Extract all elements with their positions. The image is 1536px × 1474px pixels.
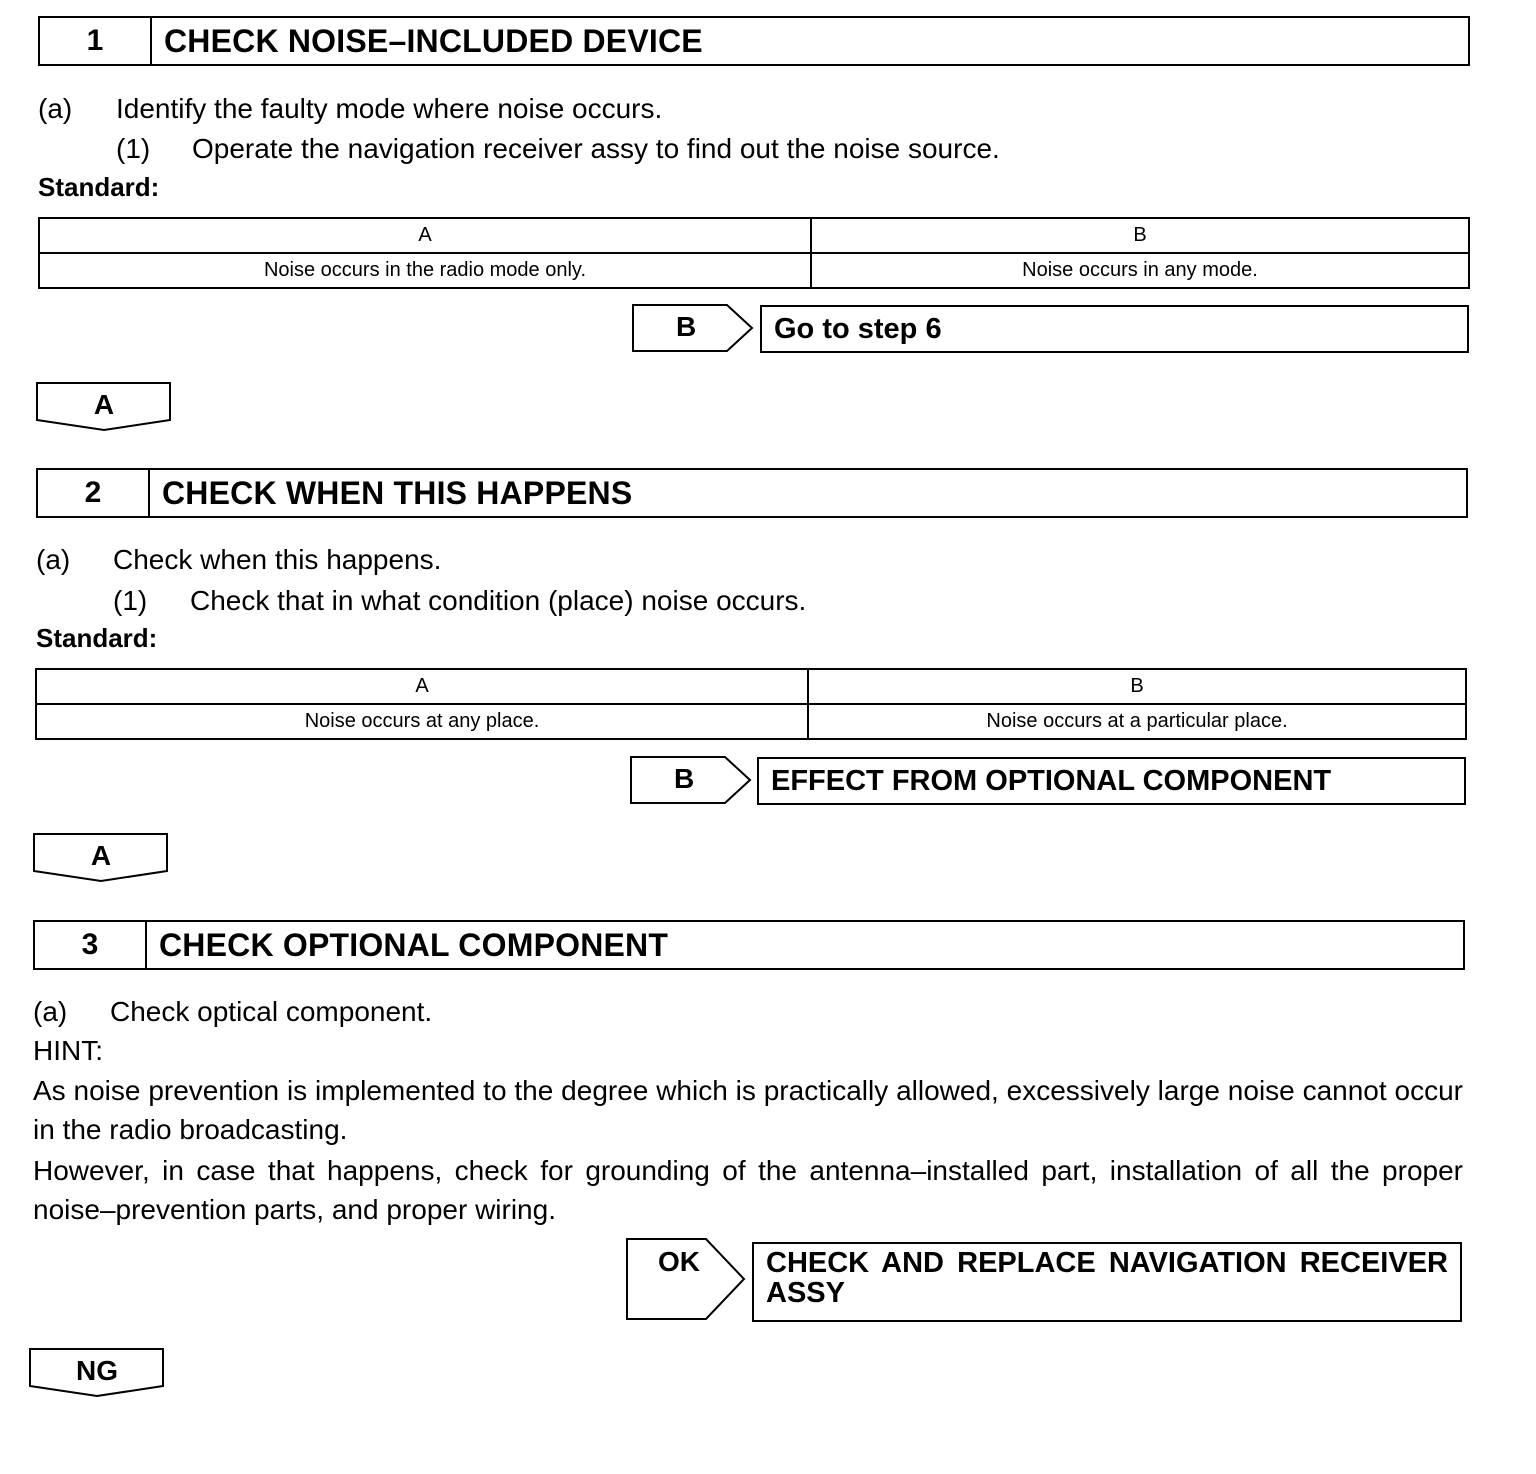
table-header-b: B xyxy=(808,669,1466,704)
step-2-sub-1-marker: (1) xyxy=(113,585,148,616)
table-cell-b: Noise occurs at a particular place. xyxy=(808,704,1466,739)
step-2-title: CHECK WHEN THIS HAPPENS xyxy=(162,474,633,511)
table-header-a: A xyxy=(39,218,811,253)
step-2-sub-1-text: Check that in what condition (place) noise occurs. xyxy=(190,585,807,616)
step-2-number: 2 xyxy=(38,470,150,516)
step-3-title: CHECK OPTIONAL COMPONENT xyxy=(159,926,669,963)
table-cell-a: Noise occurs in the radio mode only. xyxy=(39,253,811,288)
step-2-standard-table xyxy=(35,668,1467,740)
step-2-sub-a-text: Check when this happens. xyxy=(113,544,442,575)
step-3-hint-paragraph-2: However, in case that happens, check for grounding of the antenna–installed part, installation of all the proper noise–prevention parts, and proper wiring. xyxy=(33,1155,1463,1225)
step-3-next-label: NG xyxy=(76,1355,118,1386)
step-3-hint-paragraph-1: As noise prevention is implemented to the degree which is practically allowed, excessively large noise cannot occur in the radio broadcasting. xyxy=(33,1075,1463,1145)
step-2-next-label: A xyxy=(90,840,112,871)
table-cell-a: Noise occurs at any place. xyxy=(36,704,808,739)
table-row xyxy=(36,704,1466,739)
table-cell-b: Noise occurs in any mode. xyxy=(811,253,1469,288)
step-3-branch-result-text: CHECK AND REPLACE NAVIGATION RECEIVER ASSY xyxy=(766,1247,1448,1309)
step-3-number: 3 xyxy=(35,922,147,968)
step-1-next-label: A xyxy=(93,389,115,420)
step-2-sub-a-marker: (a) xyxy=(36,544,71,575)
step-2-branch-result: EFFECT FROM OPTIONAL COMPONENT xyxy=(757,757,1466,805)
step-1-branch-b-tag xyxy=(632,304,754,352)
step-1-standard-label: Standard: xyxy=(38,172,160,202)
step-3-branch-ok-tag xyxy=(626,1238,748,1320)
step-3-hint-label: HINT: xyxy=(33,1035,103,1066)
step-3-branch-result xyxy=(752,1242,1462,1322)
step-1-number: 1 xyxy=(40,18,152,64)
step-1-standard-table xyxy=(38,217,1470,289)
step-3-next-tag xyxy=(29,1348,165,1396)
step-1-title: CHECK NOISE–INCLUDED DEVICE xyxy=(164,22,703,59)
step-2-branch-b-tag xyxy=(630,756,752,804)
table-row xyxy=(39,218,1469,253)
step-2-branch-label: B xyxy=(674,763,695,794)
step-3-sub-a-text: Check optical component. xyxy=(110,996,433,1027)
step-1-sub-1-marker: (1) xyxy=(116,133,151,164)
step-1-branch-label: B xyxy=(676,311,697,342)
table-row xyxy=(39,253,1469,288)
step-1-sub-1-text: Operate the navigation receiver assy to find out the noise source. xyxy=(192,133,1000,164)
step-1-branch-result: Go to step 6 xyxy=(760,305,1469,353)
step-1-header xyxy=(38,16,1470,66)
step-2-header xyxy=(36,468,1468,518)
step-2-standard-label: Standard: xyxy=(36,623,158,653)
step-2-next-tag xyxy=(33,833,169,881)
step-1-next-tag xyxy=(36,382,172,430)
table-header-a: A xyxy=(36,669,808,704)
step-1-sub-a-text: Identify the faulty mode where noise occurs. xyxy=(116,93,663,124)
step-3-header xyxy=(33,920,1465,970)
step-3-sub-a-marker: (a) xyxy=(33,996,68,1027)
step-1-sub-a-marker: (a) xyxy=(38,93,73,124)
step-3-branch-label: OK xyxy=(658,1246,700,1277)
table-header-b: B xyxy=(811,218,1469,253)
table-row xyxy=(36,669,1466,704)
